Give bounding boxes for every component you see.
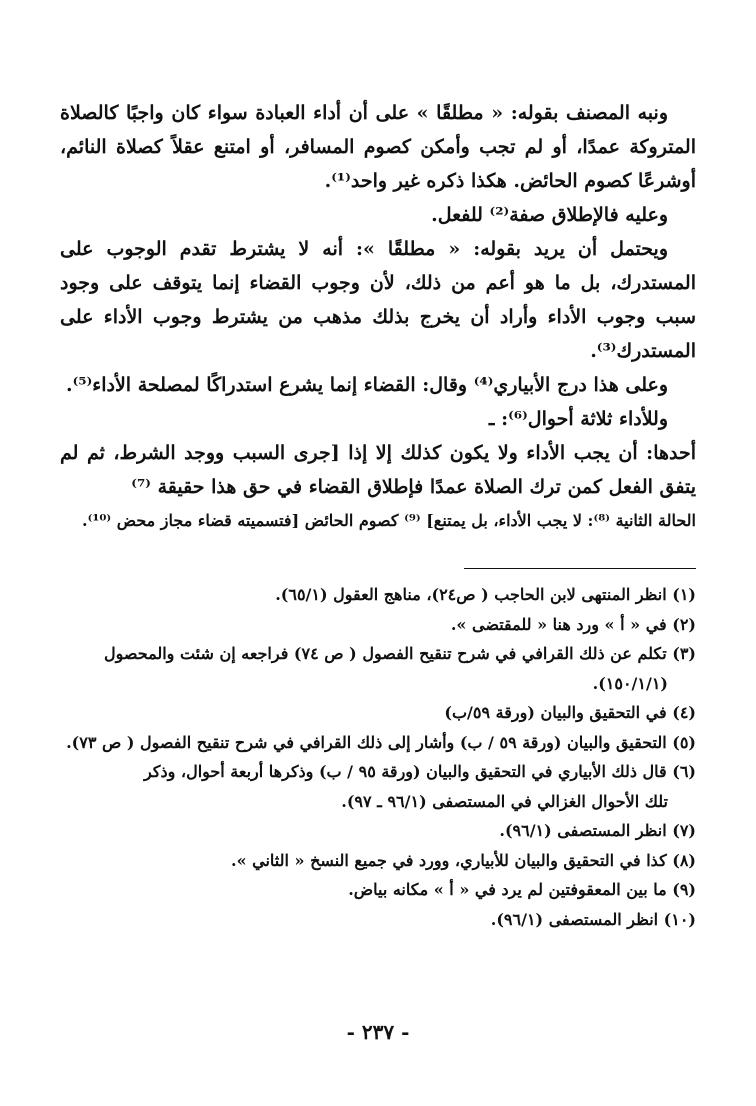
paragraph-4: وعلى هذا درج الأبياري⁽⁴⁾ وقال: القضاء إنما يشرع استدراكًا لمصلحة الأداء⁽⁵⁾. <box>66 374 668 396</box>
main-text <box>60 96 696 538</box>
footnote-separator <box>464 568 696 569</box>
footnote-3-continuation: (١٥٠/١/١). <box>592 673 668 693</box>
paragraph-5: وللأداء ثلاثة أحوال⁽⁶⁾: ـ <box>488 408 668 430</box>
footnote-8: (٨) كذا في التحقيق والبيان للأبياري، وورد في جميع النسخ « الثاني ». <box>231 850 696 870</box>
footnote-6-continuation: تلك الأحوال الغزالي في المستصفى (٩٦/١ ـ ٩٧). <box>341 791 668 811</box>
paragraph-3: ويحتمل أن يريد بقوله: « مطلقًا »: أنه لا يشترط تقدم الوجوب على المستدرك، بل ما هو أعم من ذلك، لأن وجوب القضاء إنما يتوقف على وجود سبب وجوب الأداء وأراد أن يخرج بذلك مذهب من يشترط وجوب الأداء على المستدرك⁽³⁾. <box>60 238 696 362</box>
footnotes <box>60 580 696 934</box>
footnote-7: (٧) انظر المستصفى (٩٦/١). <box>499 821 696 840</box>
paragraph-1: ونبه المصنف بقوله: « مطلقًا » على أن أداء العبادة سواء كان واجبًا كالصلاة المتروكة عمدًا، أو لم تجب وأمكن كصوم المسافر، أو امتنع عقلاً كصلاة النائم، أوشرعًا كصوم الحائض. هكذا ذكره غير واحد⁽¹⁾. <box>60 102 696 192</box>
paragraph-7: الحالة الثانية ⁽⁸⁾: لا يجب الأداء، بل يمتنع] ⁽⁹⁾ كصوم الحائض [فتسميته قضاء مجاز محض ⁽¹⁰⁾. <box>82 511 696 530</box>
page-number: - ٢٣٧ - <box>346 1020 410 1044</box>
footnote-5: (٥) التحقيق والبيان (ورقة ٥٩ / ب) وأشار إلى ذلك القرافي في شرح تنقيح الفصول ( ص ٧٣). <box>66 732 696 752</box>
paragraph-2: وعليه فالإطلاق صفة⁽²⁾ للفعل. <box>431 204 668 226</box>
footnote-2: (٢) في « أ » ورد هنا « للمقتضى ». <box>450 614 696 634</box>
footnote-9: (٩) ما بين المعقوفتين لم يرد في « أ » مكانه بياض. <box>348 880 696 899</box>
footnote-4: (٤) في التحقيق والبيان (ورقة ٥٩/ب) <box>444 703 696 722</box>
paragraph-6: أحدها: أن يجب الأداء ولا يكون كذلك إلا إذا [جرى السبب ووجد الشرط، ثم لم يتفق الفعل كمن ترك الصلاة عمدًا فإطلاق القضاء في حق هذا حقيقة ⁽⁷⁾ <box>60 442 696 498</box>
footnote-6: (٦) قال ذلك الأبياري في التحقيق والبيان (ورقة ٩٥ / ب) وذكرها أربعة أحوال، وذكر <box>144 762 696 781</box>
footnote-3: (٣) تكلم عن ذلك القرافي في شرح تنقيح الفصول ( ص ٧٤) فراجعه إن شئت والمحصول <box>104 644 696 663</box>
footnote-1: (١) انظر المنتهى لابن الحاجب ( ص٢٤)، مناهج العقول (٦٥/١). <box>275 585 696 604</box>
footnote-10: (١٠) انظر المستصفى (٩٦/١). <box>490 909 696 929</box>
